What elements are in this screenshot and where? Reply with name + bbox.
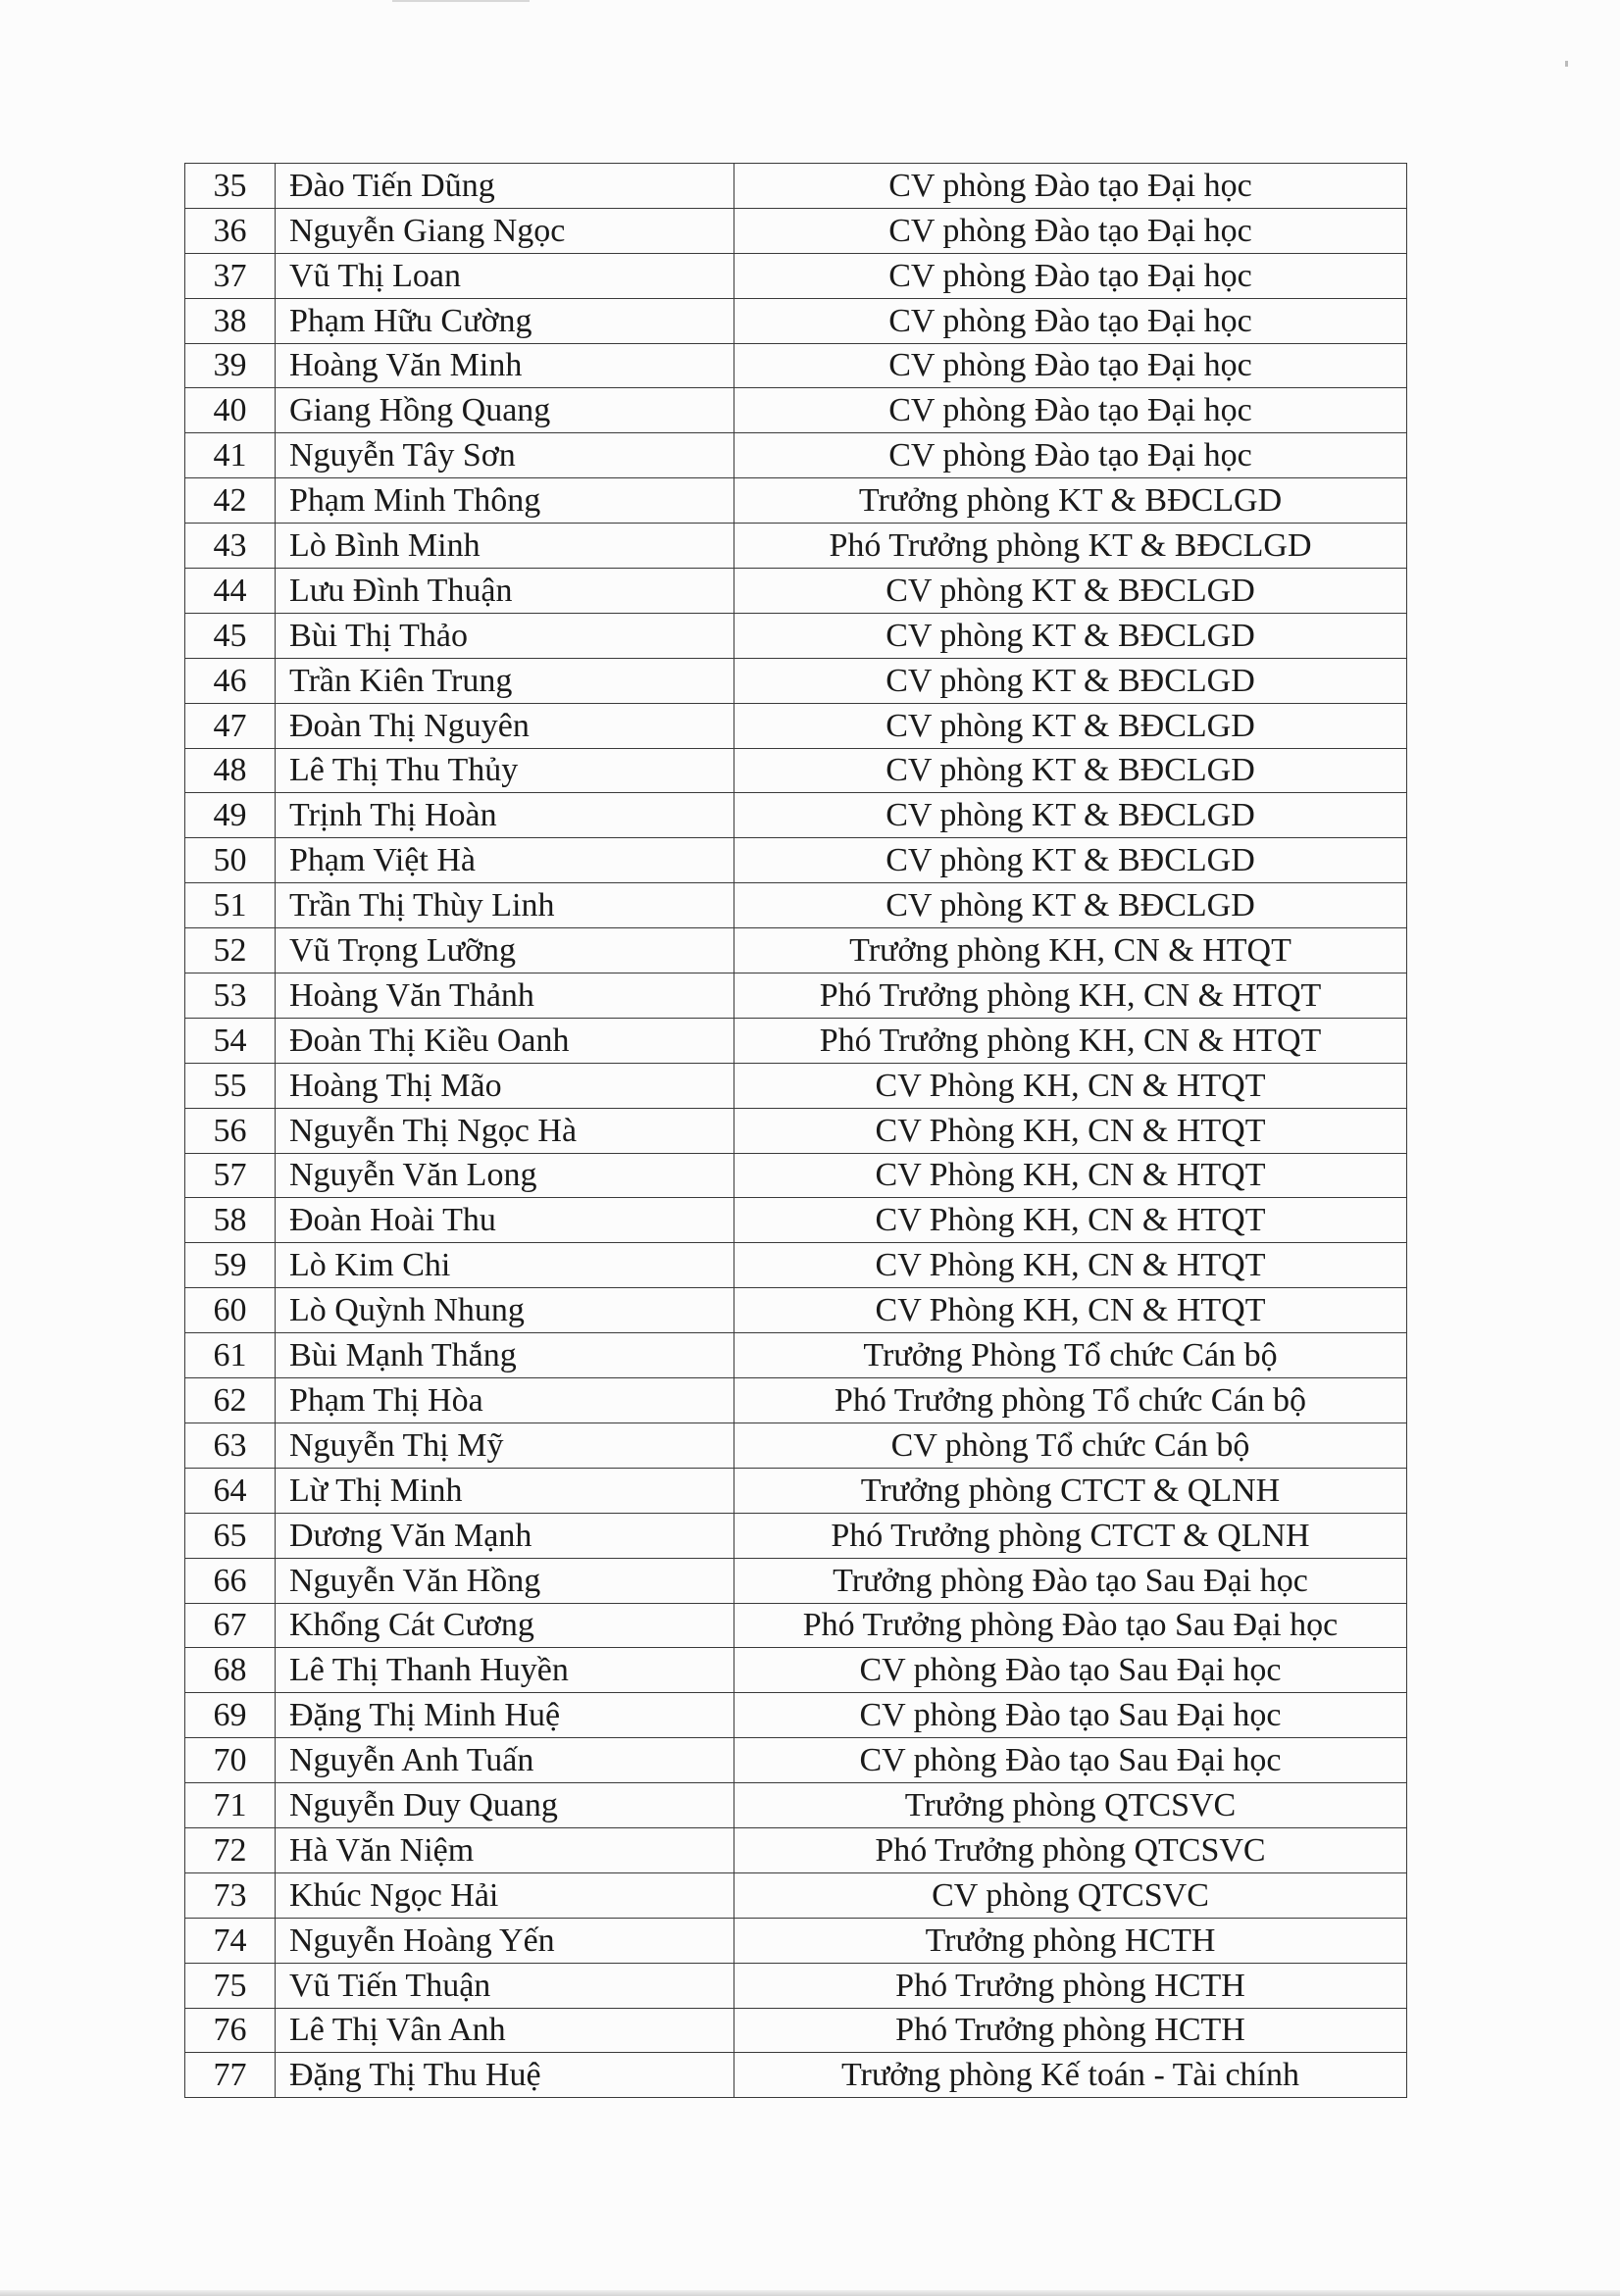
staff-position: Trưởng Phòng Tổ chức Cán bộ (734, 1333, 1407, 1378)
row-number: 73 (185, 1872, 276, 1918)
staff-name: Hoàng Văn Minh (276, 343, 734, 388)
table-row (185, 569, 1407, 614)
staff-name: Hà Văn Niệm (276, 1827, 734, 1872)
staff-name: Lê Thị Thanh Huyền (276, 1648, 734, 1693)
staff-name: Nguyễn Hoàng Yến (276, 1918, 734, 1963)
table-row (185, 1513, 1407, 1558)
table-row (185, 613, 1407, 658)
table-row (185, 838, 1407, 883)
staff-position: CV phòng QTCSVC (734, 1872, 1407, 1918)
row-number: 45 (185, 613, 276, 658)
table-row (185, 1108, 1407, 1153)
scan-speck (1565, 61, 1568, 67)
staff-position: CV phòng KT & BĐCLGD (734, 613, 1407, 658)
staff-position: CV phòng Đào tạo Đại học (734, 253, 1407, 298)
table-row (185, 298, 1407, 343)
staff-position: CV phòng Đào tạo Đại học (734, 388, 1407, 433)
table-row (185, 1423, 1407, 1468)
staff-position: Trưởng phòng CTCT & QLNH (734, 1468, 1407, 1513)
row-number: 69 (185, 1693, 276, 1738)
table-row (185, 1872, 1407, 1918)
table-row (185, 388, 1407, 433)
staff-position: CV phòng Tổ chức Cán bộ (734, 1423, 1407, 1468)
table-row (185, 524, 1407, 569)
staff-name: Đoàn Thị Nguyên (276, 703, 734, 748)
staff-position: Trưởng phòng KT & BĐCLGD (734, 478, 1407, 524)
staff-name: Đào Tiến Dũng (276, 164, 734, 209)
row-number: 52 (185, 928, 276, 973)
row-number: 40 (185, 388, 276, 433)
row-number: 62 (185, 1378, 276, 1423)
table-row (185, 748, 1407, 793)
staff-name: Dương Văn Mạnh (276, 1513, 734, 1558)
staff-position: CV phòng KT & BĐCLGD (734, 658, 1407, 703)
table-row (185, 433, 1407, 478)
row-number: 39 (185, 343, 276, 388)
staff-name: Đoàn Hoài Thu (276, 1198, 734, 1243)
table-row (185, 2053, 1407, 2098)
staff-name: Trần Kiên Trung (276, 658, 734, 703)
staff-name: Lê Thị Vân Anh (276, 2008, 734, 2053)
table-row (185, 253, 1407, 298)
staff-name: Trịnh Thị Hoàn (276, 793, 734, 838)
staff-name: Phạm Việt Hà (276, 838, 734, 883)
table-row (185, 164, 1407, 209)
row-number: 57 (185, 1153, 276, 1198)
table-row (185, 1063, 1407, 1108)
scan-artifact (392, 0, 530, 2)
row-number: 38 (185, 298, 276, 343)
staff-name: Nguyễn Tây Sơn (276, 433, 734, 478)
table-row (185, 793, 1407, 838)
row-number: 77 (185, 2053, 276, 2098)
table-row (185, 1603, 1407, 1648)
staff-position: Trưởng phòng KH, CN & HTQT (734, 928, 1407, 973)
table-row (185, 1827, 1407, 1872)
row-number: 76 (185, 2008, 276, 2053)
staff-name: Lò Bình Minh (276, 524, 734, 569)
row-number: 71 (185, 1783, 276, 1828)
staff-position: CV phòng Đào tạo Đại học (734, 164, 1407, 209)
staff-position: Trưởng phòng HCTH (734, 1918, 1407, 1963)
table-row (185, 1738, 1407, 1783)
staff-name: Đặng Thị Thu Huệ (276, 2053, 734, 2098)
staff-table (184, 163, 1407, 2098)
table-row (185, 658, 1407, 703)
staff-name: Lê Thị Thu Thủy (276, 748, 734, 793)
staff-name: Phạm Thị Hòa (276, 1378, 734, 1423)
staff-name: Bùi Thị Thảo (276, 613, 734, 658)
row-number: 35 (185, 164, 276, 209)
staff-position: Phó Trưởng phòng QTCSVC (734, 1827, 1407, 1872)
table-row (185, 1558, 1407, 1603)
staff-position: CV phòng Đào tạo Đại học (734, 298, 1407, 343)
staff-position: Phó Trưởng phòng Đào tạo Sau Đại học (734, 1603, 1407, 1648)
staff-name: Lò Quỳnh Nhung (276, 1288, 734, 1333)
staff-name: Nguyễn Giang Ngọc (276, 208, 734, 253)
row-number: 74 (185, 1918, 276, 1963)
staff-name: Bùi Mạnh Thắng (276, 1333, 734, 1378)
staff-position: CV phòng Đào tạo Sau Đại học (734, 1648, 1407, 1693)
table-row (185, 1648, 1407, 1693)
staff-position: Phó Trưởng phòng HCTH (734, 2008, 1407, 2053)
staff-name: Nguyễn Duy Quang (276, 1783, 734, 1828)
staff-position: CV Phòng KH, CN & HTQT (734, 1198, 1407, 1243)
staff-name: Phạm Hữu Cường (276, 298, 734, 343)
staff-position: Trưởng phòng Kế toán - Tài chính (734, 2053, 1407, 2098)
staff-name: Khổng Cát Cương (276, 1603, 734, 1648)
row-number: 42 (185, 478, 276, 524)
staff-name: Nguyễn Thị Ngọc Hà (276, 1108, 734, 1153)
table-row (185, 928, 1407, 973)
staff-name: Lừ Thị Minh (276, 1468, 734, 1513)
table-row (185, 1693, 1407, 1738)
staff-name: Nguyễn Văn Long (276, 1153, 734, 1198)
row-number: 75 (185, 1963, 276, 2008)
row-number: 36 (185, 208, 276, 253)
table-row (185, 1918, 1407, 1963)
table-row (185, 1378, 1407, 1423)
scan-edge (0, 2290, 1620, 2296)
staff-position: Phó Trưởng phòng HCTH (734, 1963, 1407, 2008)
staff-name: Giang Hồng Quang (276, 388, 734, 433)
row-number: 49 (185, 793, 276, 838)
table-row (185, 208, 1407, 253)
staff-position: Trưởng phòng Đào tạo Sau Đại học (734, 1558, 1407, 1603)
staff-name: Đặng Thị Minh Huệ (276, 1693, 734, 1738)
row-number: 67 (185, 1603, 276, 1648)
staff-name: Vũ Trọng Lưỡng (276, 928, 734, 973)
staff-position: CV phòng Đào tạo Sau Đại học (734, 1693, 1407, 1738)
table-row (185, 343, 1407, 388)
staff-position: CV phòng Đào tạo Đại học (734, 208, 1407, 253)
table-row (185, 1333, 1407, 1378)
row-number: 37 (185, 253, 276, 298)
table-row (185, 703, 1407, 748)
table-row (185, 1468, 1407, 1513)
staff-position: CV phòng Đào tạo Đại học (734, 343, 1407, 388)
staff-position: CV Phòng KH, CN & HTQT (734, 1063, 1407, 1108)
table-row (185, 1963, 1407, 2008)
staff-position: CV phòng KT & BĐCLGD (734, 883, 1407, 928)
staff-position: Phó Trưởng phòng CTCT & QLNH (734, 1513, 1407, 1558)
staff-name: Lò Kim Chi (276, 1243, 734, 1288)
staff-position: CV phòng KT & BĐCLGD (734, 793, 1407, 838)
staff-name: Nguyễn Anh Tuấn (276, 1738, 734, 1783)
row-number: 53 (185, 973, 276, 1019)
staff-position: Trưởng phòng QTCSVC (734, 1783, 1407, 1828)
row-number: 61 (185, 1333, 276, 1378)
staff-position: CV phòng KT & BĐCLGD (734, 748, 1407, 793)
staff-name: Trần Thị Thùy Linh (276, 883, 734, 928)
row-number: 54 (185, 1018, 276, 1063)
row-number: 41 (185, 433, 276, 478)
staff-position: CV phòng KT & BĐCLGD (734, 703, 1407, 748)
staff-name: Vũ Thị Loan (276, 253, 734, 298)
staff-position: Phó Trưởng phòng Tổ chức Cán bộ (734, 1378, 1407, 1423)
row-number: 72 (185, 1827, 276, 1872)
row-number: 48 (185, 748, 276, 793)
staff-position: CV Phòng KH, CN & HTQT (734, 1153, 1407, 1198)
row-number: 44 (185, 569, 276, 614)
row-number: 50 (185, 838, 276, 883)
staff-position: Phó Trưởng phòng KH, CN & HTQT (734, 1018, 1407, 1063)
table-row (185, 2008, 1407, 2053)
staff-position: CV phòng KT & BĐCLGD (734, 838, 1407, 883)
row-number: 46 (185, 658, 276, 703)
row-number: 66 (185, 1558, 276, 1603)
table-row (185, 478, 1407, 524)
table-row (185, 1783, 1407, 1828)
staff-position: CV phòng Đào tạo Sau Đại học (734, 1738, 1407, 1783)
row-number: 55 (185, 1063, 276, 1108)
staff-position: CV Phòng KH, CN & HTQT (734, 1243, 1407, 1288)
row-number: 59 (185, 1243, 276, 1288)
row-number: 51 (185, 883, 276, 928)
staff-name: Hoàng Thị Mão (276, 1063, 734, 1108)
staff-name: Khúc Ngọc Hải (276, 1872, 734, 1918)
staff-position: CV Phòng KH, CN & HTQT (734, 1288, 1407, 1333)
row-number: 43 (185, 524, 276, 569)
staff-name: Hoàng Văn Thảnh (276, 973, 734, 1019)
row-number: 56 (185, 1108, 276, 1153)
row-number: 47 (185, 703, 276, 748)
table-row (185, 1018, 1407, 1063)
staff-name: Nguyễn Thị Mỹ (276, 1423, 734, 1468)
row-number: 70 (185, 1738, 276, 1783)
row-number: 64 (185, 1468, 276, 1513)
staff-position: Phó Trưởng phòng KT & BĐCLGD (734, 524, 1407, 569)
row-number: 63 (185, 1423, 276, 1468)
table-row (185, 1288, 1407, 1333)
staff-position: Phó Trưởng phòng KH, CN & HTQT (734, 973, 1407, 1019)
staff-name: Đoàn Thị Kiều Oanh (276, 1018, 734, 1063)
table-row (185, 1198, 1407, 1243)
staff-position: CV phòng Đào tạo Đại học (734, 433, 1407, 478)
staff-name: Nguyễn Văn Hồng (276, 1558, 734, 1603)
staff-table-body (185, 164, 1407, 2098)
table-row (185, 1153, 1407, 1198)
table-row (185, 883, 1407, 928)
staff-position: CV phòng KT & BĐCLGD (734, 569, 1407, 614)
row-number: 60 (185, 1288, 276, 1333)
staff-position: CV Phòng KH, CN & HTQT (734, 1108, 1407, 1153)
table-row (185, 1243, 1407, 1288)
row-number: 65 (185, 1513, 276, 1558)
staff-name: Phạm Minh Thông (276, 478, 734, 524)
row-number: 58 (185, 1198, 276, 1243)
row-number: 68 (185, 1648, 276, 1693)
table-row (185, 973, 1407, 1019)
staff-name: Vũ Tiến Thuận (276, 1963, 734, 2008)
staff-name: Lưu Đình Thuận (276, 569, 734, 614)
